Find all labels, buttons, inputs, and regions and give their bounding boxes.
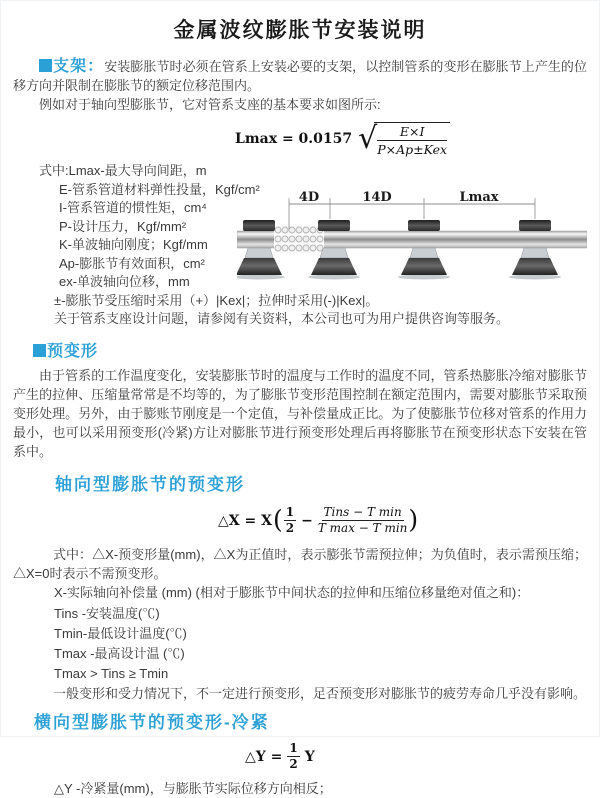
formula-lmax-numerator: E×I [377,124,447,141]
formula-lmax-lhs: Lmax = 0.0157 [235,131,353,147]
definition-line: E-管系管道材料弹性投量，Kgf/cm² [59,181,260,197]
section-marker-square-icon [39,59,52,72]
plusminus-note: ±-膨胀节受压缩时采用（+）|Kex|；拉伸时采用(-)|Kex|。 [54,292,379,308]
definition-line: ex-单波轴向位移，mm [59,274,190,289]
half-fraction [287,741,299,772]
minus-operator: − [301,512,313,529]
definition-line: I-管系管道的惯性矩，cm⁴ [59,200,207,215]
consulting-note: 关于管系支座设计问题，请参阅有关资料，本公司也可为用户提供咨询等服务。 [54,311,510,326]
temperature-fraction [318,505,408,536]
dimension-label-4d: 4D [298,191,320,205]
open-paren: ( [272,505,283,534]
axial-subsection-heading: 轴向型膨胀节的预变形 [55,474,245,494]
definition-line: 式中:Lmax-最大导向间距，m [39,163,207,178]
half-numerator: 1 [285,505,295,519]
half-fraction [284,505,296,536]
temp-definition-line: Tmin-最低设计温度(℃) [54,625,187,641]
support-paragraph [13,57,587,95]
formula-delta-x [218,503,587,539]
x-definition-note: X-实际轴向补偿量 (mm) (相对于膨胀节中间状态的拉伸和压缩位移量绝对值之和)： [54,584,530,600]
formula-lmax [235,121,587,157]
section-marker-square-icon [33,344,46,357]
dy-definition-note: △Y -冷紧量(mm)，与膨胀节实际位移方向相反； [54,780,332,796]
temperature-definitions [13,604,587,684]
square-root [358,122,450,157]
pipe-support [509,220,561,280]
document-page [1,14,599,798]
definition-line: K-单波轴向刚度；Kgf/mm [59,237,208,252]
preform-body-text: 由于管系的工作温度变化，安装膨胀节时的温度与工作时的温度不同，管系热膨胀冷缩对膨胀节产生的拉伸、压缩量常常是不均等的，为了膨胀节变形范围控制在额定范围内，需要对膨胀节采取预变形处理。另外，由于膨账节刚度是一个定值，与补偿量成正比。为了使膨胀节位移对管系的作用力最小，也可以采用预变形(冷紧)方让对膨胀节进行预变形处理后再将膨胀节在预变形状态下安装在管系中。 [13,367,587,459]
bellows-icon [274,226,324,253]
pipe-support-diagram [237,191,587,293]
general-deformation-note: 一般变形和受力情况下，不一定进行预变形，足否预变形对膨胀节的疲劳寿命几乎没有影响。 [53,685,587,701]
support-intro-text: 安装膨胀节时必须在管系上安装必要的支架，以控制管系的变形在膨胀节上产生的位移方向并限制在膨胀节的额定位移范围内。 [13,59,587,93]
close-paren: ) [408,505,419,534]
temp-numerator: Tins − T min [323,505,402,519]
radicand-fraction [374,122,450,157]
half-denominator: 2 [285,521,295,535]
temp-definition-line: Tmax -最高设计温 (℃) [54,645,185,661]
lateral-subsection-heading: 横向型膨胀节的预变形-冷紧 [34,712,270,732]
half-denominator: 2 [289,757,298,771]
formula-delta-y [245,742,587,772]
definitions-and-diagram [13,162,587,329]
dimension-label-14d: 14D [362,191,392,205]
radical-sign: √ [358,120,378,156]
page-title: 金属波纹膨胀节安装说明 [173,19,427,42]
formula-lmax-denominator: P×Ap±Kex [377,141,448,157]
support-section-label: 支架： [53,58,105,75]
temp-definition-line: Tins -安装温度(℃) [54,605,160,621]
formula-dx-lhs: △X = X [218,512,272,529]
formula-dy-rhs: Y [304,748,315,765]
preform-heading-text: 预变形 [47,342,99,360]
dx-definition-note: 式中：△X-预变形量(mm)，△X为正值时，表示膨张节需预拉伸；为负值时，表示需预压缩；△X=0时表示不需预变形。 [13,546,587,581]
definition-line: Ap-膨胀节有效面积，cm² [59,255,205,271]
formula-dy-lhs: △Y = [245,748,283,765]
temp-definition-line: Tmax > Tins ≥ Tmin [54,665,169,681]
preform-section-heading [33,338,587,361]
dimension-label-lmax: Lmax [459,191,499,205]
half-numerator: 1 [289,741,298,755]
definition-line: P-设计压力，Kgf/mm² [59,218,187,234]
temp-denominator: T max − T min [317,521,408,535]
support-example-text: 例如对于轴向型膨胀节，它对管系支座的基本要求如图所示: [39,97,381,112]
pipe-support [398,220,450,280]
